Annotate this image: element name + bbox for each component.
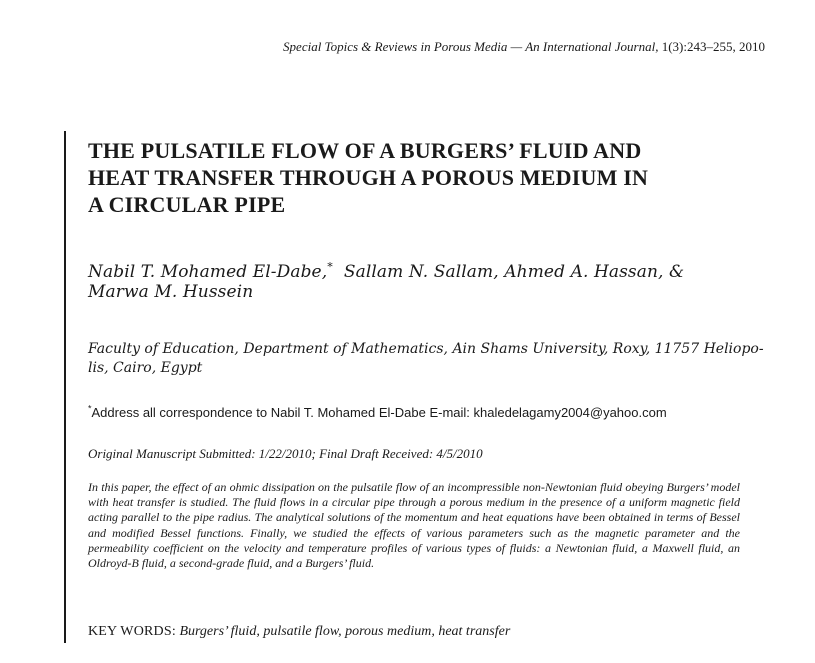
abstract-line: In this paper, the effect of an ohmic dissipation on the pulsatile flow of an incompressible non-Newtonian fluid obeying xyxy=(88,480,664,494)
title-line: THE PULSATILE FLOW OF A BURGERS’ FLUID AND xyxy=(88,138,642,163)
left-margin-rule xyxy=(64,131,66,643)
author-corresponding: Nabil T. Mohamed El-Dabe, xyxy=(88,262,328,282)
abstract-line: Burgers’ model with heat transfer is studied. The fluid flows in a circular pipe through a porous medium in the presence xyxy=(88,480,741,510)
keywords-label: KEY WORDS: xyxy=(88,624,176,639)
journal-volume-pages: 1(3):243–255, 2010 xyxy=(661,39,765,54)
correspondence-text: Address all correspondence to Nabil T. Mohamed El-Dabe E-mail: khaledelagamy2004@yahoo.com xyxy=(91,405,667,420)
abstract-line: parameters such as the magnetic parameter and the permeability coefficient on the velocity and temperature profiles of xyxy=(88,525,740,555)
title-line: HEAT TRANSFER THROUGH A POROUS MEDIUM IN xyxy=(88,165,649,190)
abstract-line: fluid. xyxy=(349,556,375,571)
author-list xyxy=(88,262,788,302)
abstract-line: various types of fluids: a Newtonian fluid, a Maxwell fluid, an Oldroyd-B fluid, a second-grade fluid, and a Burgers’ xyxy=(88,540,741,571)
journal-header xyxy=(283,39,765,55)
correspondence-note xyxy=(88,405,788,421)
affiliation-line: Faculty of Education, Department of Mathematics, Ain Shams University, Roxy, 11757 Heliopo- xyxy=(88,341,764,357)
abstract-line: of a uniform magnetic field acting parallel to the pipe radius. The analytical solutions of the momentum and heat xyxy=(88,495,741,525)
author-names: Sallam N. Sallam, Ahmed A. Hassan, & xyxy=(343,262,685,282)
corresponding-author-mark: * xyxy=(327,260,333,274)
affiliation-line: lis, Cairo, Egypt xyxy=(88,360,203,376)
abstract-line: equations have been obtained in terms of Bessel and modified Bessel functions. Finally, we studied the effects of various xyxy=(88,510,741,540)
manuscript-dates: Original Manuscript Submitted: 1/22/2010; Final Draft Received: 4/5/2010 xyxy=(88,446,483,461)
abstract xyxy=(88,480,740,571)
correspondence-mark: * xyxy=(88,403,92,414)
keywords xyxy=(88,623,788,641)
affiliation xyxy=(88,340,778,378)
journal-name: Special Topics & Reviews in Porous Media — An International Journal, xyxy=(283,39,659,54)
author-names: Marwa M. Hussein xyxy=(88,282,254,302)
title-line: A CIRCULAR PIPE xyxy=(88,192,286,217)
keywords-list: Burgers’ fluid, pulsatile flow, porous medium, heat transfer xyxy=(179,624,511,639)
article-title xyxy=(88,137,778,218)
